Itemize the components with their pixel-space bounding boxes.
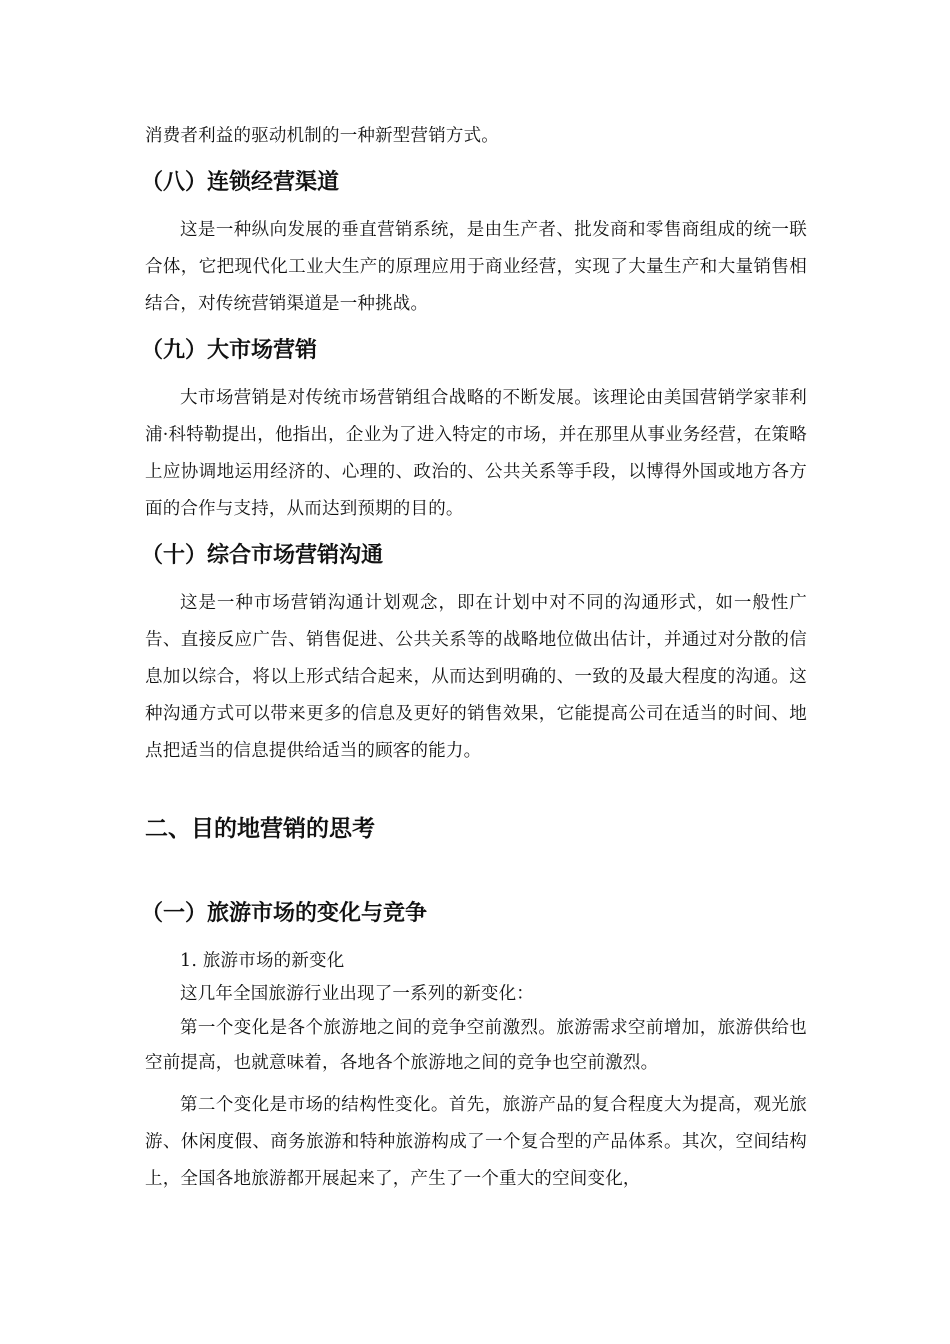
paragraph-integrated-marketing-communication: 这是一种市场营销沟通计划观念，即在计划中对不同的沟通形式，如一般性广告、直接反应广告、销售促进、公共关系等的战略地位做出估计，并通过对分散的信息加以综合，将以上形式结合起来，从而达到明确的、一致的及最大程度的沟通。这种沟通方式可以带来更多的信息及更好的销售效果，它能提高公司在适当的时间、地点把适当的信息提供给适当的顾客的能力。 <box>145 593 807 761</box>
section-heading-destination-marketing: 二、目的地营销的思考 <box>145 816 375 842</box>
paragraph-intro: 这几年全国旅游行业出现了一系列的新变化： <box>180 984 534 1004</box>
paragraph-mega-marketing: 大市场营销是对传统市场营销组合战略的不断发展。该理论由美国营销学家菲利浦·科特勒提出，他指出，企业为了进入特定的市场，并在那里从事业务经营，在策略上应协调地运用经济的、心理的、政治的、公共关系等手段，以博得外国或地方各方面的合作与支持，从而达到预期的目的。 <box>145 388 807 519</box>
paragraph-second-change: 第二个变化是市场的结构性变化。首先，旅游产品的复合程度大为提高，观光旅游、休闲度假、商务旅游和特种旅游构成了一个复合型的产品体系。其次，空间结构上，全国各地旅游都开展起来了，产生了一个重大的空间变化， <box>145 1095 807 1189</box>
heading-chain-operation-channel: （八）连锁经营渠道 <box>141 170 340 195</box>
heading-tourism-market-change: （一）旅游市场的变化与竞争 <box>141 901 428 926</box>
heading-integrated-marketing-communication: （十）综合市场营销沟通 <box>141 543 384 568</box>
list-item-heading: 1. 旅游市场的新变化 <box>180 951 345 971</box>
heading-mega-marketing: （九）大市场营销 <box>141 338 318 363</box>
paragraph-chain-operation: 这是一种纵向发展的垂直营销系统，是由生产者、批发商和零售商组成的统一联合体，它把现代化工业大生产的原理应用于商业经营，实现了大量生产和大量销售相结合，对传统营销渠道是一种挑战。 <box>145 220 807 314</box>
paragraph-continuation: 消费者利益的驱动机制的一种新型营销方式。 <box>145 126 499 146</box>
paragraph-first-change: 第一个变化是各个旅游地之间的竞争空前激烈。旅游需求空前增加，旅游供给也空前提高，也就意味着，各地各个旅游地之间的竞争也空前激烈。 <box>145 1018 807 1073</box>
document-content <box>141 118 807 1198</box>
